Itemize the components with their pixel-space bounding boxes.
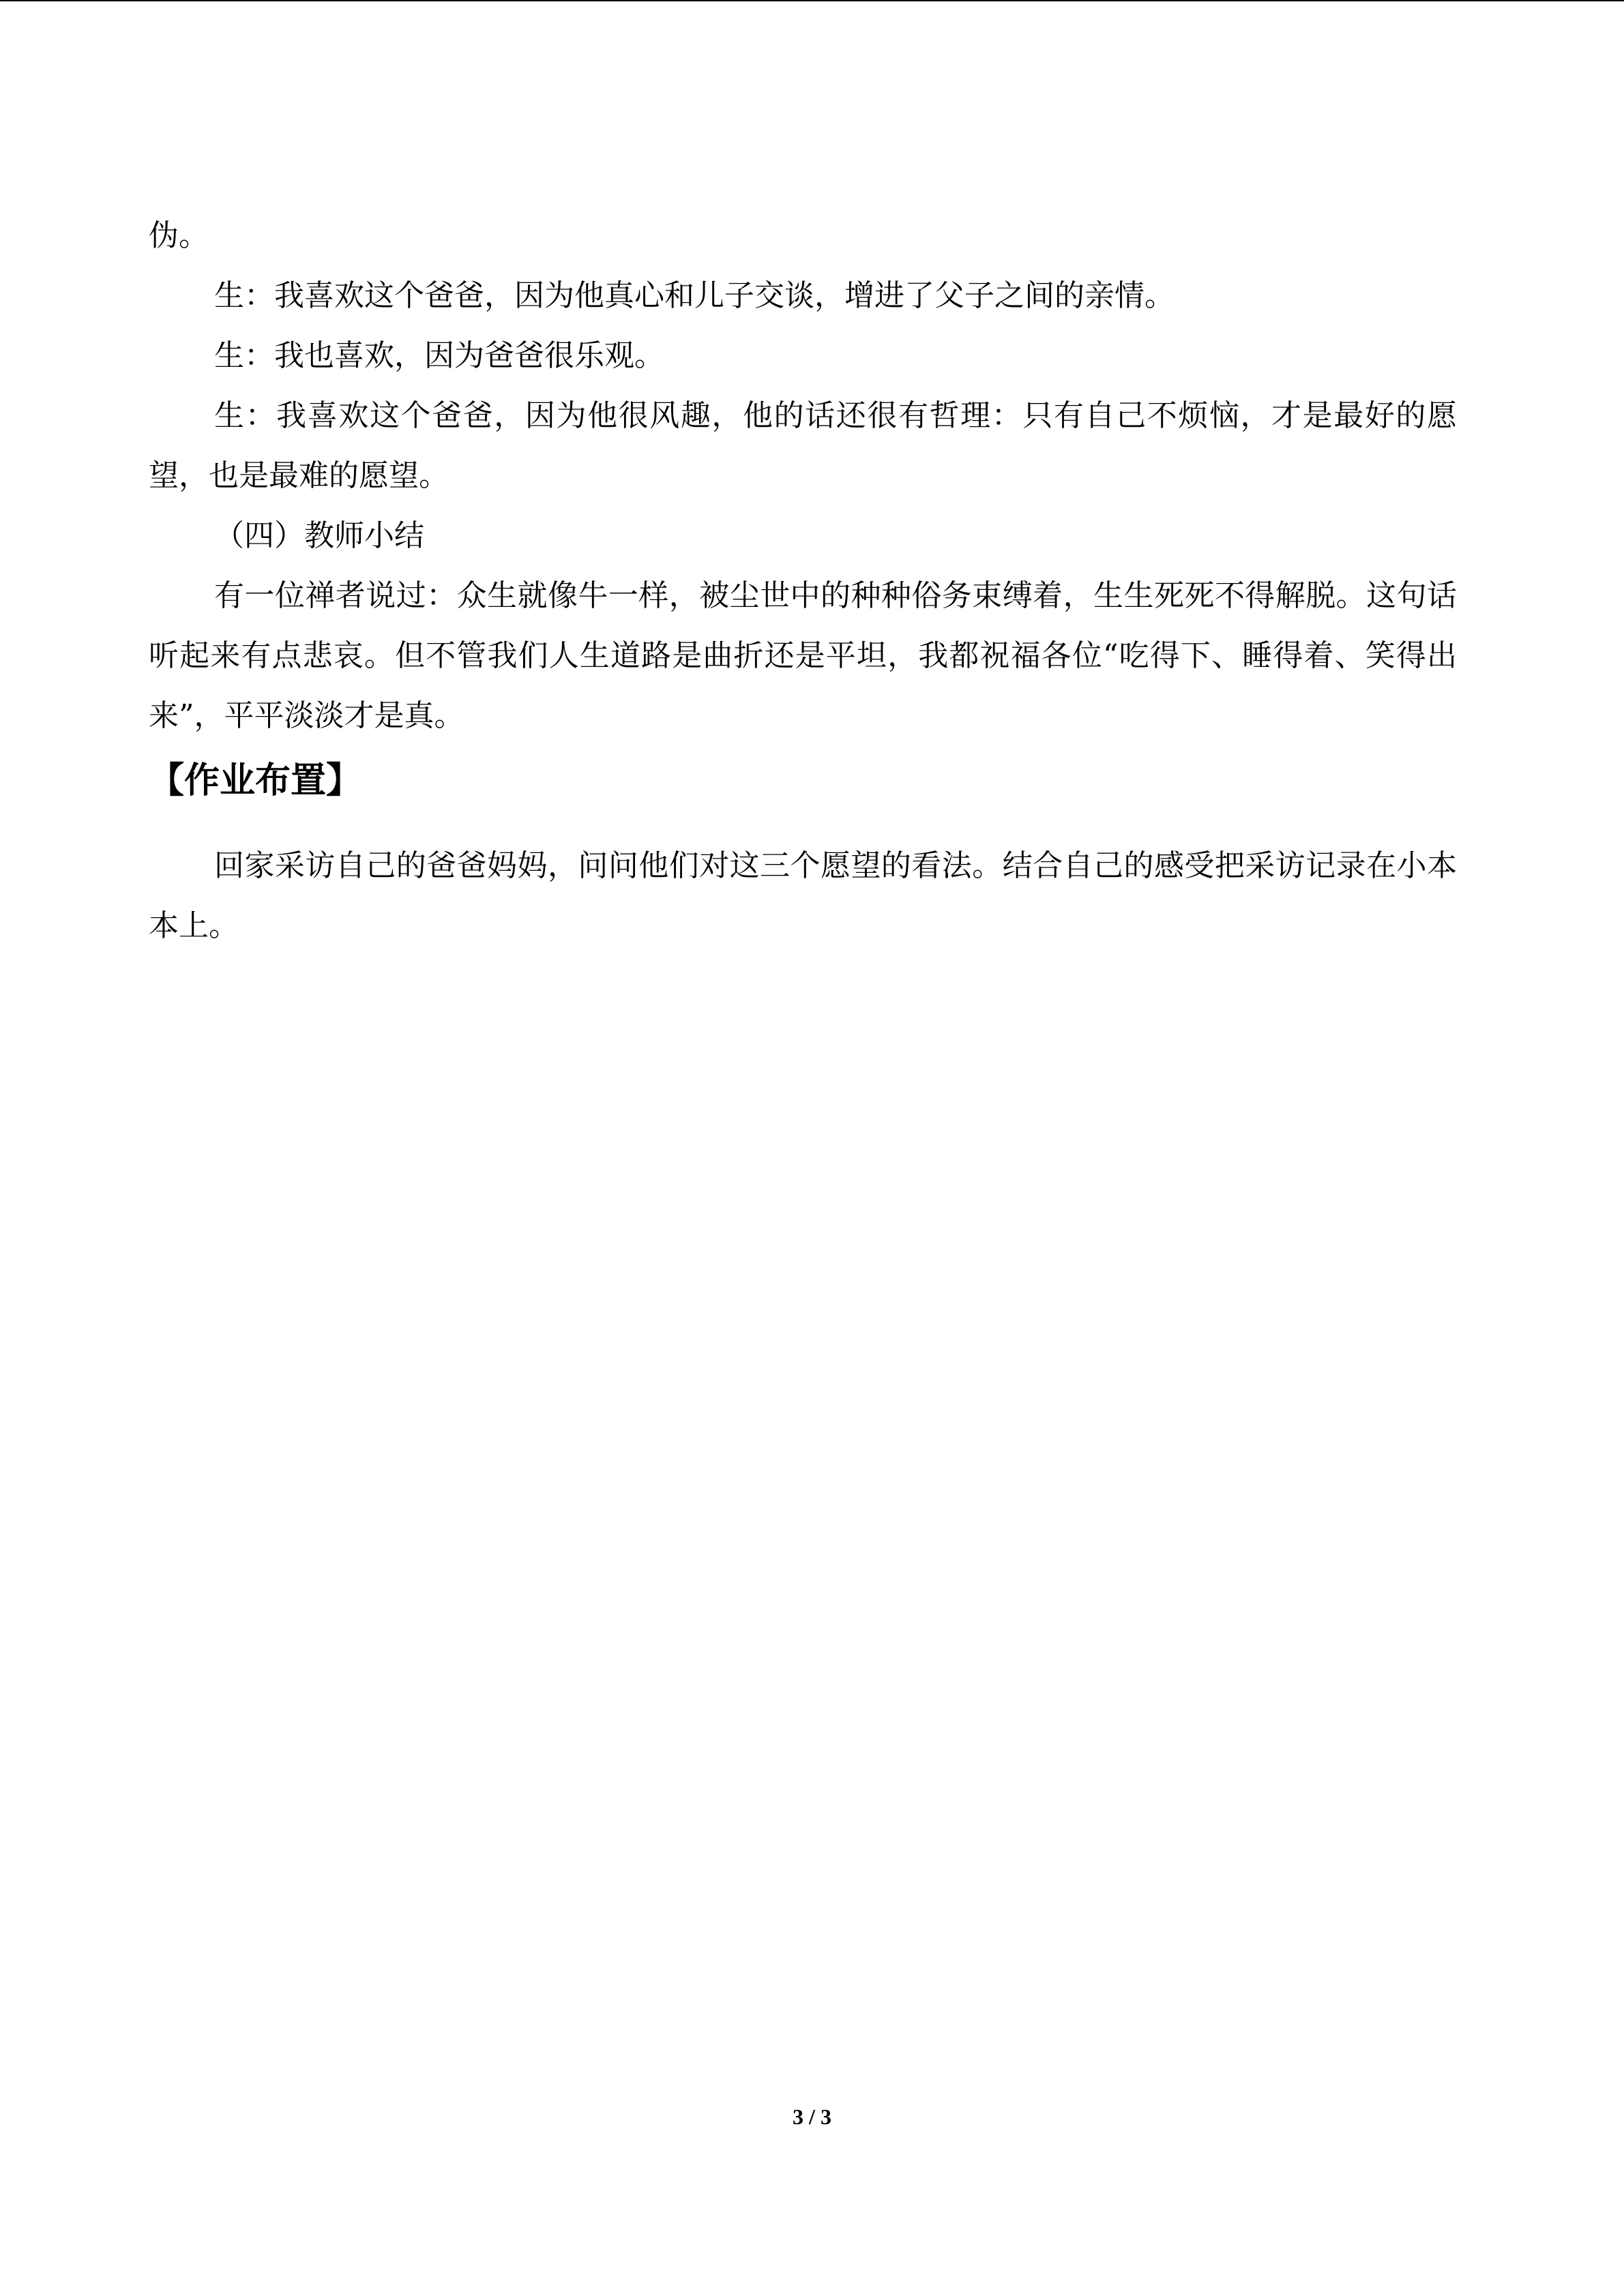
page-content (149, 206, 1457, 956)
paragraph-student-reply-1: 生：我喜欢这个爸爸，因为他真心和儿子交谈，增进了父子之间的亲情。 (214, 278, 1175, 313)
paragraph-student-reply-3: 生：我喜欢这个爸爸，因为他很风趣，他的话还很有哲理：只有自己不烦恼，才是最好的愿望，也是最难的愿望。 (149, 398, 1457, 493)
paragraph-student-reply-2: 生：我也喜欢，因为爸爸很乐观。 (214, 338, 664, 373)
paragraph-continuation: 伪。 (149, 218, 209, 253)
section-heading-homework: 【作业布置】 (149, 760, 362, 801)
subheading-teacher-summary: （四）教师小结 (214, 518, 424, 553)
page-number: 3 / 3 (793, 2104, 831, 2129)
paragraph-teacher-summary: 有一位禅者说过：众生就像牛一样，被尘世中的种种俗务束缚着，生生死死不得解脱。这句话听起来有点悲哀。但不管我们人生道路是曲折还是平坦，我都祝福各位“吃得下、睡得着、笑得出来”，平平淡淡才是真。 (149, 578, 1457, 733)
paragraph-homework: 回家采访自己的爸爸妈妈，问问他们对这三个愿望的看法。结合自己的感受把采访记录在小本本上。 (149, 848, 1457, 943)
